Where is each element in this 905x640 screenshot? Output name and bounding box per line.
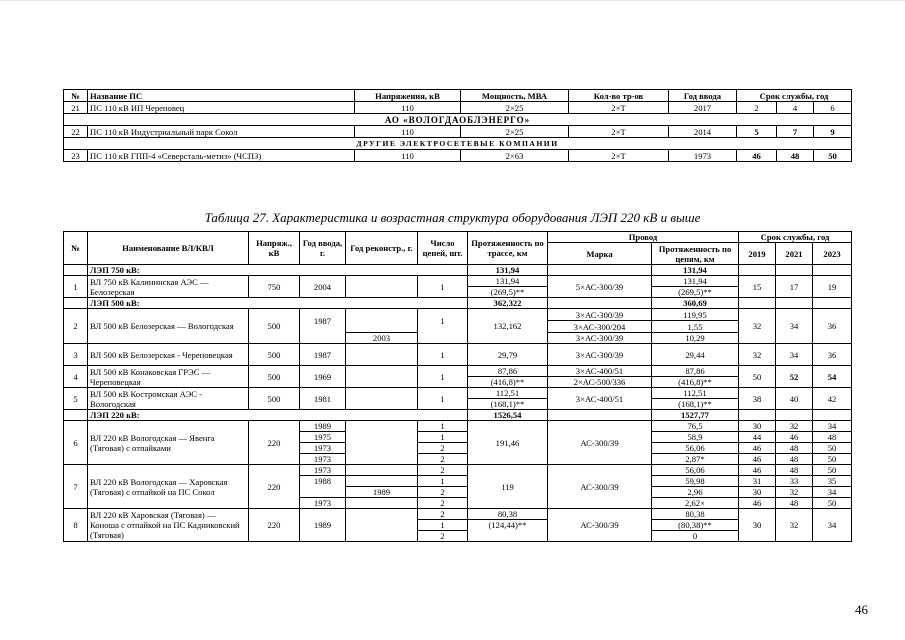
- life-2019-cell: 32: [739, 309, 776, 344]
- line-name: ВЛ 220 кВ Вологодская — Явенга (Тяговая) с отпайками: [88, 421, 249, 465]
- voltage-cell: 500: [249, 366, 300, 388]
- life-2021-cell: 52: [776, 366, 813, 388]
- route-length-cell: 112,51: [468, 388, 548, 399]
- circuit-length-cell: 2,96: [652, 487, 739, 498]
- circuits-cell: 2: [418, 509, 468, 520]
- life-2023-cell: 36: [813, 344, 852, 366]
- life-2023-cell: 50: [813, 454, 852, 465]
- table-row: [64, 102, 852, 114]
- life-2019-cell: 30: [739, 487, 776, 498]
- circuit-length-cell: 1,55: [652, 321, 739, 333]
- col-header-transformers: Кол-во тр-ов: [569, 90, 669, 102]
- table-row: [64, 150, 852, 162]
- circuit-length-cell: 59,98: [652, 476, 739, 487]
- circuit-length-cell: 112,51: [652, 388, 739, 399]
- col-header-circuits: Число цепей, шт.: [418, 232, 468, 265]
- route-length-cell: 29,79: [468, 344, 548, 366]
- reconstruction-cell: [346, 421, 418, 465]
- circuit-length-cell: (269,5)**: [652, 287, 739, 298]
- life-2021-cell: 48: [776, 443, 813, 454]
- circuit-length-cell: 10,29: [652, 333, 739, 344]
- circuits-cell: 1: [418, 366, 468, 388]
- circuits-cell: 1: [418, 344, 468, 366]
- life-2019-cell: 15: [739, 276, 776, 298]
- voltage-cell: 750: [249, 276, 300, 298]
- circuit-length-cell: 0: [652, 531, 739, 542]
- circuit-length-cell: 76,5: [652, 421, 739, 432]
- col-header-commission-year: Год ввода, г.: [300, 232, 346, 265]
- col-header-voltage: Напряж., кВ: [249, 232, 300, 265]
- col-header-line-name: Наименование ВЛ/КВЛ: [88, 232, 249, 265]
- year-cell: 1973: [669, 150, 737, 162]
- col-header-2023: 2023: [813, 243, 852, 265]
- life-2021-cell: 7: [777, 126, 814, 138]
- wire-mark-cell: АС-300/39: [548, 509, 652, 542]
- power-cell: 2×25: [461, 102, 569, 114]
- circuits-cell: 1: [418, 309, 468, 333]
- wire-mark-cell: 3×АС-300/39: [548, 344, 652, 366]
- life-2019-cell: 38: [739, 388, 776, 410]
- substation-name: ПС 110 кВ ИП Череповец: [88, 102, 355, 114]
- table-caption: Таблица 27. Характеристика и возрастная структура оборудования ЛЭП 220 кВ и выше: [204, 210, 701, 225]
- voltage-cell: 110: [355, 102, 461, 114]
- transformers-cell: 2×Т: [569, 126, 669, 138]
- route-length-cell: (269,5)**: [468, 287, 548, 298]
- substation-name: ПС 110 кВ ГПП-4 «Северсталь-метиз» (ЧСПЗ): [88, 150, 355, 162]
- life-2021-cell: 32: [776, 509, 813, 542]
- life-2023-cell: 50: [813, 465, 852, 476]
- life-2021-cell: 32: [776, 421, 813, 432]
- row-number: 8: [64, 509, 88, 542]
- life-2023-cell: 9: [814, 126, 852, 138]
- reconstruction-cell: [346, 276, 418, 298]
- row-number: 23: [64, 150, 88, 162]
- group-circuit-length: 360,69: [652, 298, 739, 309]
- wire-mark-cell: 3×АС-400/51: [548, 366, 652, 377]
- reconstruction-cell: [346, 309, 418, 333]
- page-top-edge: [0, 0, 905, 1]
- life-2019-cell: 46: [739, 498, 776, 509]
- line-name: ВЛ 220 кВ Харовская (Тяговая) — Коноша с отпайкой на ПС Кадниковский (Тяговая): [88, 509, 249, 542]
- transformers-cell: 2×Т: [569, 102, 669, 114]
- line-name: ВЛ 500 кВ Белозерская — Вологодская: [88, 309, 249, 344]
- line-name: ВЛ 220 кВ Вологодская — Харовская (Тяговая) с отпайкой на ПС Сокол: [88, 465, 249, 509]
- circuit-length-cell: 56,06: [652, 465, 739, 476]
- reconstruction-cell: 2003: [346, 333, 418, 344]
- row-number: 21: [64, 102, 88, 114]
- reconstruction-cell: [346, 388, 418, 410]
- group-route-length: 131,94: [468, 265, 548, 276]
- row-number: 4: [64, 366, 88, 388]
- substation-name: ПС 110 кВ Индустриальный парк Сокол: [88, 126, 355, 138]
- group-row: [64, 410, 852, 421]
- reconstruction-cell: [346, 498, 418, 509]
- route-length-cell: 132,162: [468, 309, 548, 344]
- reconstruction-cell: [346, 465, 418, 476]
- col-header-commission-year: Год ввода: [669, 90, 737, 102]
- year-cell: 2014: [669, 126, 737, 138]
- group-route-length: 1526,54: [468, 410, 548, 421]
- col-header-wire-mark: Марка: [548, 243, 652, 265]
- year-cell: [300, 487, 346, 498]
- year-cell: 1973: [300, 443, 346, 454]
- circuit-length-cell: 56,06: [652, 443, 739, 454]
- life-2023-cell: 36: [813, 309, 852, 344]
- life-2023-cell: 50: [814, 150, 852, 162]
- route-length-cell: 80,38: [468, 509, 548, 520]
- col-header-voltage: Напряжения, кВ: [355, 90, 461, 102]
- reconstruction-cell: [346, 344, 418, 366]
- circuit-length-cell: 131,94: [652, 276, 739, 287]
- year-cell: 2017: [669, 102, 737, 114]
- col-header-route-length: Протяженность по трассе, км: [468, 232, 548, 265]
- circuit-length-cell: 80,38: [652, 509, 739, 520]
- row-number: 3: [64, 344, 88, 366]
- table-row: [64, 509, 852, 520]
- circuits-cell: 2: [418, 531, 468, 542]
- reconstruction-cell: [346, 366, 418, 388]
- life-2019-cell: 46: [739, 465, 776, 476]
- line-name: ВЛ 500 кВ Белозерская - Череповецкая: [88, 344, 249, 366]
- line-name: ВЛ 500 кВ Костромская АЭС - Вологодская: [88, 388, 249, 410]
- circuit-length-cell: 2,62×: [652, 498, 739, 509]
- life-2021-cell: 40: [776, 388, 813, 410]
- wire-mark-cell: АС-300/39: [548, 465, 652, 509]
- wire-mark-cell: 3×АС-400/51: [548, 388, 652, 410]
- voltage-cell: 110: [355, 126, 461, 138]
- circuits-cell: 2: [418, 443, 468, 454]
- life-2021-cell: 4: [777, 102, 814, 114]
- year-cell: 1989: [300, 509, 346, 542]
- life-2019-cell: 5: [737, 126, 777, 138]
- life-2023-cell: 54: [813, 366, 852, 388]
- table-row: [64, 276, 852, 287]
- year-cell: 1987: [300, 309, 346, 333]
- circuit-length-cell: (416,8)**: [652, 377, 739, 388]
- life-2023-cell: 19: [813, 276, 852, 298]
- group-route-length: 362,322: [468, 298, 548, 309]
- year-cell: 1975: [300, 432, 346, 443]
- col-header-service-life: Срок службы, год: [737, 90, 852, 102]
- col-header-wire: Провод: [548, 232, 739, 243]
- route-length-cell: 87,86: [468, 366, 548, 377]
- life-2023-cell: 34: [813, 487, 852, 498]
- circuits-cell: 1: [418, 476, 468, 487]
- route-length-cell: 191,46: [468, 421, 548, 465]
- col-header-reconstruction-year: Год реконстр., г.: [346, 232, 418, 265]
- wire-mark-cell: 2×АС-500/336: [548, 377, 652, 388]
- table-row: [64, 126, 852, 138]
- wire-mark-cell: 3×АС-300/39: [548, 309, 652, 321]
- reconstruction-cell: [346, 476, 418, 487]
- circuit-length-cell: (168,1)**: [652, 399, 739, 410]
- life-2023-cell: 42: [813, 388, 852, 410]
- group-circuit-length: 1527,77: [652, 410, 739, 421]
- col-header-number: №: [64, 232, 88, 265]
- circuit-length-cell: (80,38)**: [652, 520, 739, 531]
- row-number: 6: [64, 421, 88, 465]
- circuits-cell: 2: [418, 465, 468, 476]
- circuits-cell: 2: [418, 454, 468, 465]
- voltage-cell: 500: [249, 309, 300, 344]
- life-2019-cell: 46: [739, 454, 776, 465]
- voltage-cell: 220: [249, 509, 300, 542]
- col-header-power: Мощность, МВА: [461, 90, 569, 102]
- circuit-length-cell: 29,44: [652, 344, 739, 366]
- life-2021-cell: 48: [777, 150, 814, 162]
- life-2019-cell: 2: [737, 102, 777, 114]
- life-2019-cell: 32: [739, 344, 776, 366]
- route-length-cell: (168,1)**: [468, 399, 548, 410]
- circuits-cell: 2: [418, 498, 468, 509]
- circuits-cell: 1: [418, 388, 468, 410]
- table-row: [64, 344, 852, 366]
- wire-mark-cell: 3×АС-300/204: [548, 321, 652, 333]
- life-2021-cell: 34: [776, 309, 813, 344]
- year-cell: 1988: [300, 476, 346, 487]
- life-2023-cell: 50: [813, 443, 852, 454]
- year-cell: 1981: [300, 388, 346, 410]
- transformers-cell: 2×Т: [569, 150, 669, 162]
- col-header-2021: 2021: [776, 243, 813, 265]
- route-length-cell: (124,44)**: [468, 520, 548, 531]
- life-2023-cell: 6: [814, 102, 852, 114]
- circuit-length-cell: 119,95: [652, 309, 739, 321]
- reconstruction-cell: 1989: [346, 487, 418, 498]
- col-header-circuit-length: Протяженность по цепям, км: [652, 243, 739, 265]
- voltage-cell: 110: [355, 150, 461, 162]
- circuit-length-cell: 2,87*: [652, 454, 739, 465]
- life-2021-cell: 17: [776, 276, 813, 298]
- circuits-cell: 1: [418, 520, 468, 531]
- life-2023-cell: 50: [813, 498, 852, 509]
- circuits-cell: 1: [418, 421, 468, 432]
- year-cell: 1989: [300, 421, 346, 432]
- route-length-cell: 119: [468, 465, 548, 509]
- life-2021-cell: 34: [776, 344, 813, 366]
- life-2019-cell: 30: [739, 509, 776, 542]
- page-number: 46: [855, 602, 868, 617]
- year-cell: 1969: [300, 366, 346, 388]
- life-2019-cell: 50: [739, 366, 776, 388]
- col-header-substation-name: Название ПС: [88, 90, 355, 102]
- power-lines-table: [63, 231, 852, 542]
- year-cell: 1973: [300, 498, 346, 509]
- organization-heading: ДРУГИЕ ЭЛЕКТРОСЕТЕВЫЕ КОМПАНИИ: [64, 138, 852, 150]
- reconstruction-cell: [346, 509, 418, 542]
- table-row: [64, 465, 852, 476]
- wire-mark-cell: 5×АС-300/39: [548, 276, 652, 298]
- voltage-cell: 500: [249, 344, 300, 366]
- row-number: 2: [64, 309, 88, 344]
- group-circuit-length: 131,94: [652, 265, 739, 276]
- table-row: [64, 388, 852, 399]
- line-name: ВЛ 750 кВ Калининская АЭС — Белозерская: [88, 276, 249, 298]
- wire-mark-cell: АС-300/39: [548, 421, 652, 465]
- power-cell: 2×63: [461, 150, 569, 162]
- col-header-service-life: Срок службы, год: [739, 232, 852, 243]
- year-cell: 1973: [300, 454, 346, 465]
- life-2021-cell: 48: [776, 498, 813, 509]
- year-cell: 2004: [300, 276, 346, 298]
- table-row: [64, 366, 852, 377]
- row-number: 7: [64, 465, 88, 509]
- life-2021-cell: 32: [776, 487, 813, 498]
- life-2019-cell: 46: [737, 150, 777, 162]
- wire-mark-cell: 3×АС-300/39: [548, 333, 652, 344]
- table-row: [64, 309, 852, 321]
- circuits-cell: 1: [418, 276, 468, 298]
- col-header-number: №: [64, 90, 88, 102]
- route-length-cell: 131,94: [468, 276, 548, 287]
- life-2021-cell: 33: [776, 476, 813, 487]
- year-cell: 1987: [300, 344, 346, 366]
- life-2023-cell: 34: [813, 509, 852, 542]
- voltage-cell: 220: [249, 465, 300, 509]
- life-2021-cell: 48: [776, 465, 813, 476]
- life-2019-cell: 31: [739, 476, 776, 487]
- line-name: ВЛ 500 кВ Конаковская ГРЭС — Череповецкая: [88, 366, 249, 388]
- circuits-cell: 1: [418, 432, 468, 443]
- group-label: ЛЭП 500 кВ:: [88, 298, 468, 309]
- life-2019-cell: 30: [739, 421, 776, 432]
- table-row: [64, 421, 852, 432]
- row-number: 22: [64, 126, 88, 138]
- group-label: ЛЭП 750 кВ:: [88, 265, 468, 276]
- substations-table: [63, 89, 852, 162]
- circuits-cell: 2: [418, 487, 468, 498]
- group-row: [64, 265, 852, 276]
- voltage-cell: 500: [249, 388, 300, 410]
- year-cell: 1973: [300, 465, 346, 476]
- organization-heading: АО «ВОЛОГДАОБЛЭНЕРГО»: [64, 114, 852, 126]
- life-2023-cell: 48: [813, 432, 852, 443]
- life-2021-cell: 46: [776, 432, 813, 443]
- row-number: 5: [64, 388, 88, 410]
- group-row: [64, 298, 852, 309]
- life-2019-cell: 44: [739, 432, 776, 443]
- group-label: ЛЭП 220 кВ:: [88, 410, 468, 421]
- power-cell: 2×25: [461, 126, 569, 138]
- voltage-cell: 220: [249, 421, 300, 465]
- route-length-cell: (416,8)**: [468, 377, 548, 388]
- life-2019-cell: 46: [739, 443, 776, 454]
- life-2023-cell: 34: [813, 421, 852, 432]
- circuit-length-cell: 87,86: [652, 366, 739, 377]
- life-2023-cell: 35: [813, 476, 852, 487]
- circuit-length-cell: 58,9: [652, 432, 739, 443]
- life-2021-cell: 48: [776, 454, 813, 465]
- row-number: 1: [64, 276, 88, 298]
- col-header-2019: 2019: [739, 243, 776, 265]
